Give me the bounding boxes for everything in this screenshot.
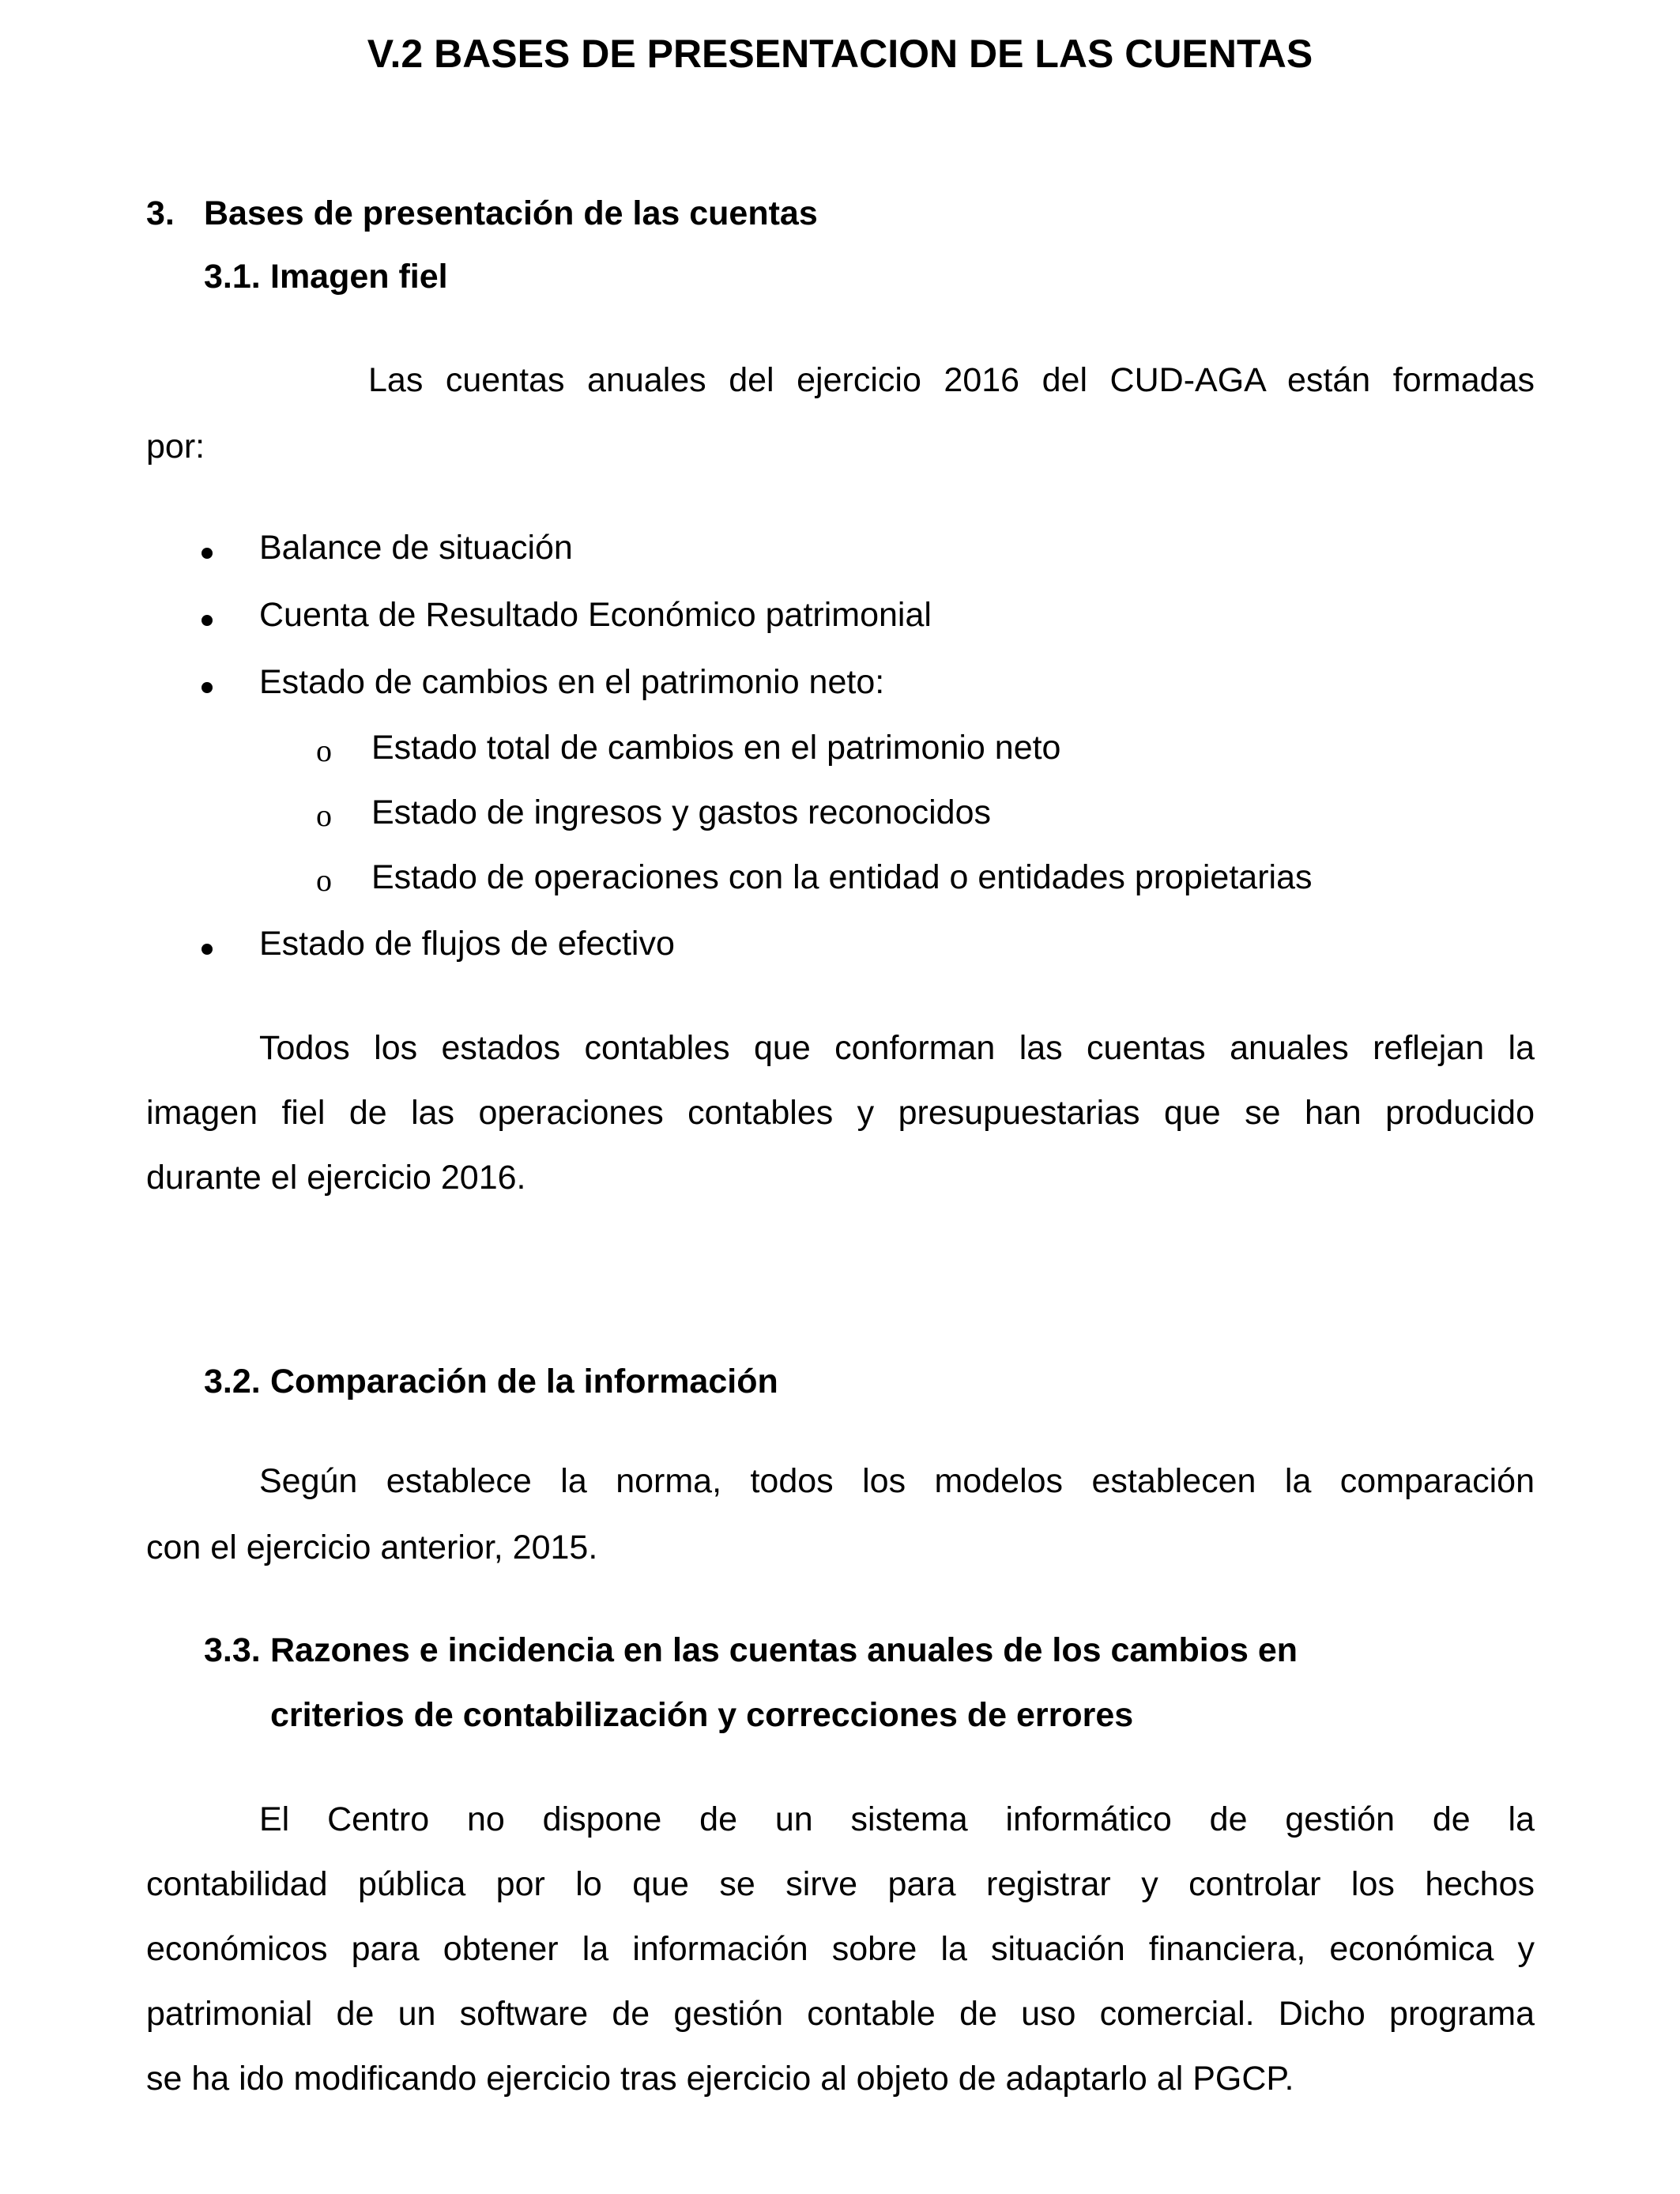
paragraph-line: Todos los estados contables que conforman las cuentas anuales reflejan la [259, 1029, 1535, 1067]
section-3-3-heading-line-1: Razones e incidencia en las cuentas anuales de los cambios en [270, 1631, 1298, 1669]
sub-bullet-item: Estado de ingresos y gastos reconocidos [371, 794, 992, 831]
paragraph-line: imagen fiel de las operaciones contables y presupuestarias que se han producido [146, 1094, 1535, 1132]
paragraph-line: se ha ido modificando ejercicio tras ejercicio al objeto de adaptarlo al PGCP. [146, 2060, 1294, 2098]
section-3-3-heading-line-2: criterios de contabilización y correcciones de errores [270, 1696, 1134, 1734]
section-3-1-number: 3.1. [204, 258, 261, 296]
sub-bullet-item: Estado de operaciones con la entidad o entidades propietarias [371, 858, 1313, 896]
paragraph-line: Según establece la norma, todos los modelos establecen la comparación [259, 1462, 1535, 1500]
page-title: V.2 BASES DE PRESENTACION DE LAS CUENTAS [367, 32, 1313, 76]
section-3-heading: Bases de presentación de las cuentas [204, 194, 818, 232]
bullet-dot-icon [202, 548, 213, 559]
paragraph-line: El Centro no dispone de un sistema informático de gestión de la [259, 1800, 1535, 1838]
section-3-3-number: 3.3. [204, 1631, 261, 1669]
intro-line-1: Las cuentas anuales del ejercicio 2016 del CUD-AGA están formadas [368, 361, 1535, 399]
bullet-item: Balance de situación [259, 529, 573, 567]
paragraph-line: durante el ejercicio 2016. [146, 1159, 526, 1197]
intro-line-2: por: [146, 428, 205, 466]
bullet-item: Cuenta de Resultado Económico patrimonial [259, 596, 932, 634]
paragraph-line: económicos para obtener la información sobre la situación financiera, económica y [146, 1930, 1535, 1968]
bullet-item: Estado de cambios en el patrimonio neto: [259, 663, 885, 701]
bullet-dot-icon [202, 682, 213, 693]
sub-bullet-marker-icon: o [316, 733, 332, 768]
bullet-item: Estado de flujos de efectivo [259, 925, 675, 963]
paragraph-line: con el ejercicio anterior, 2015. [146, 1529, 598, 1566]
sub-bullet-marker-icon: o [316, 797, 332, 833]
section-3-2-number: 3.2. [204, 1363, 261, 1400]
sub-bullet-marker-icon: o [316, 862, 332, 898]
sub-bullet-item: Estado total de cambios en el patrimonio neto [371, 729, 1061, 767]
paragraph-line: patrimonial de un software de gestión contable de uso comercial. Dicho programa [146, 1995, 1535, 2033]
section-3-number: 3. [146, 194, 175, 232]
section-3-1-heading: Imagen fiel [270, 258, 448, 296]
bullet-dot-icon [202, 944, 213, 955]
section-3-2-heading: Comparación de la información [270, 1363, 778, 1400]
bullet-dot-icon [202, 615, 213, 626]
paragraph-line: contabilidad pública por lo que se sirve para registrar y controlar los hechos [146, 1865, 1535, 1903]
